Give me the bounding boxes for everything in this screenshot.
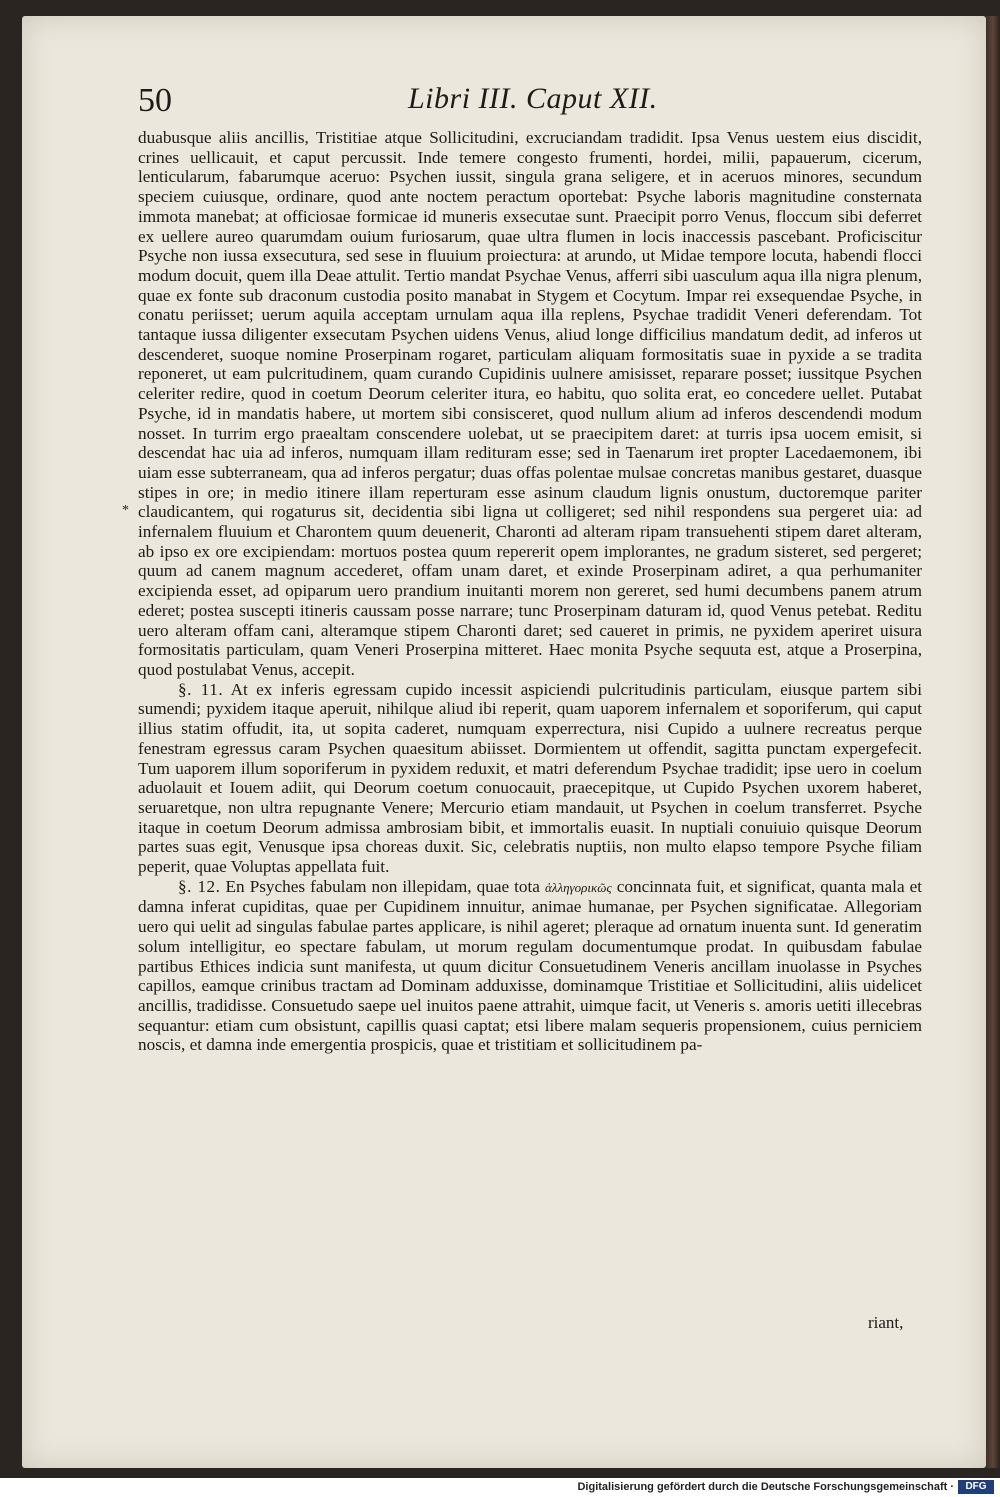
- dfg-logo: DFG: [958, 1480, 994, 1494]
- page-edge: [986, 16, 1000, 1468]
- page-number: 50: [138, 82, 172, 119]
- paragraph-3-text-b: concinnata fuit, et significat, quanta mala et damna inferat cupiditas, quae per Cupidinem innuitur, animae humanae, per Psychen significatae. Allegoriam uero qui uelit ad singulas fabulae partes applicare, is nihil ageret; pleraque ad ornatum inuenta sunt. Id generatim solum intelligitur, eo spectare fabulam, ut morum regulam documentumque prodat. In quibusdam fabulae partibus Ethices indicia sunt manifesta, ut quum dicitur Consuetudinem Veneris ancillam inuolasse in Psyches capillos, eamque crinibus tractam ad Dominam adduxisse, dominamque Tristitiae et Sollicitudini, aliis uidelicet ancillis, tradidisse. Consuetudo saepe uel inuitos paene attrahit, uimque facit, ut Veneris s. amoris uetiti illecebras sequantur: etiam cum obsistunt, capillis quasi captat; etsi libere malam sequeris propensionem, cuius perniciem noscis, et damna inde emergentia prospicis, quae et tristitiam et sollicitudinem pa-: [138, 876, 923, 1055]
- page-header: [138, 82, 878, 126]
- paragraph-2-text: At ex inferis egressam cupido incessit aspiciendi pulcritudinis particulam, eiusque partem sibi sumendi; pyxidem itaque aperuit, nihilque aliud ibi reperit, quam uaporem infernalem et soporiferum, qui caput illius statim offudit, ita, ut sopita caderet, numquam experrectura, nisi Cupido a uulnere recreatus perque fenestram egressus caram Psychen quaesitum abiisset. Dormientem ut offendit, sagitta punctam expergefecit. Tum uaporem illum soporiferum in pyxidem reduxit, et matri deferendum Psychae tradidit; ipse uero in coelum aduolauit et Iouem adiit, qui Deorum coetum conuocauit, praecepitque, ut Cupido Psychen uxorem haberet, seruaretque, non ultra repugnante Venere; Mercurio etiam mandauit, ut Psychen in coelum transferret. Psyche itaque in coetum Deorum admissa ambrosiam bibit, et immortalis euasit. In nuptiali conuiuio quisque Deorum partes suas egit, Venusque ipsa choreas duxit. Sic, celebratis nuptiis, non multo elapso tempore Psyche filiam peperit, quae Voluptas appellata fuit.: [138, 679, 922, 877]
- paragraph-1: duabusque aliis ancillis, Tristitiae atque Sollicitudini, excruciandam tradidit. Ipsa Venus uestem eius discidit, crines uellicauit, et caput percussit. Inde temere congesto frumenti, hordei, milii, papauerum, cicerum, lenticularum, fabarumque aceruo: Psychen iussit, singula grana seligere, et in aceruos minores, secundum speciem cuiusque, ordinare, quod ante noctem peractum oportebat: Psyche laboris magnitudine consternata immota manebat; at officiosae formicae id muneris exsecutae sunt. Praecipit porro Venus, floccum sibi deferret ex uellere aureo quarumdam ouium furiosarum, quae ultra flumen in locis inaccessis pascebant. Proficiscitur Psyche non iussa exsecutura, sed sese in fluuium proiectura: at arundo, ut Midae tempore locuta, habendi flocci modum docuit, quem illa Deae attulit. Tertio mandat Psychae Venus, afferri sibi uasculum aqua illa nigra plenum, quae ex fonte sub draconum custodia posito manabat in Stygem et Cocytum. Impar rei exsequendae Psyche, in conatu periisset; uerum aquila acceptam urnulam aqua illa replens, Psychae tradidit Veneri deferendam. Tot tantaque iussa diligenter exsecutam Psychen uidens Venus, aliud longe difficilius mandatum dedit, ad inferos ut descenderet, suoque nomine Proserpinam rogaret, particulam aliquam formositatis suae in pyxide a se tradita reponeret, ut eam pulcritudinem, quam curando Cupidinis uulnere amisisset, reparare posset; iussitque Psychen celeriter redire, quod in coetum Deorum celeriter itura, eo habitu, quo solita erat, eo concedere uellet. Putabat Psyche, id in mandatis habere, ut mortem sibi consisceret, quod nullum alium ad inferos descendendi modum nosset. In turrim ergo praealtam conscendere uolebat, ut se praecipitem daret: at turris ipsa uocem emisit, si descendat hac uia ad inferos, numquam illam redituram esse; sed in Taenarum iret propter Lacedaemonem, ibi uiam esse subterraneam, qua ad inferos pergatur; duas offas polentae mulsae concretas manibus gestaret, duasque stipes in ore; in medio itinere illam reperturam esse asinum claudum lignis onustum, ductoremque pariter claudicantem, qui rogaturus sit, decidentia sibi ligna ut colligeret; sed nihil respondens sua pergeret uia: ad infernalem fluuium et Charontem quum deuenerit, Charonti ad alteram ripam transuehenti stipem daret alteram, ab ipso ex ore excipiendam: mortuos postea quum repererit opem implorantes, ne gradum sisteret, sed pergeret; quum ad canem magnum accederet, offam unam daret, et exinde Proserpinam adiret, a qua perhumaniter excipienda esset, ad opiparum uero prandium inuitanti morem non gereret, sed humi decumbens panem atrum ederet; postea suscepti itineris caussam posse narrare; tunc Proserpinam daturam id, quod Venus petebat. Reditu uero alteram offam cani, alteramque stipem Charonti daret; sed caueret in primis, ne pyxidem aperiret uisura formositatis particulam, quam Veneri Proserpina mitteret. Haec monita Psyche sequuta est, atque a Proserpina, quod postulabat Venus, accepit.: [138, 128, 922, 679]
- section-number-12: §. 12.: [178, 876, 221, 896]
- catchword: riant,: [868, 1313, 904, 1332]
- paragraph-2: [138, 680, 922, 877]
- body-text: [138, 128, 922, 1055]
- section-number-11: §. 11.: [178, 679, 224, 699]
- paragraph-3: [138, 877, 922, 1055]
- footer-credit: Digitalisierung gefördert durch die Deutsche Forschungsgemeinschaft ·: [577, 1481, 954, 1493]
- running-title: Libri III. Caput XII.: [408, 82, 658, 115]
- margin-mark: *: [122, 503, 129, 518]
- footer-bar: [0, 1478, 1000, 1497]
- greek-word: ἀλληγορικῶς: [545, 879, 612, 895]
- paragraph-3-text-a: En Psyches fabulam non illepidam, quae tota: [225, 876, 540, 896]
